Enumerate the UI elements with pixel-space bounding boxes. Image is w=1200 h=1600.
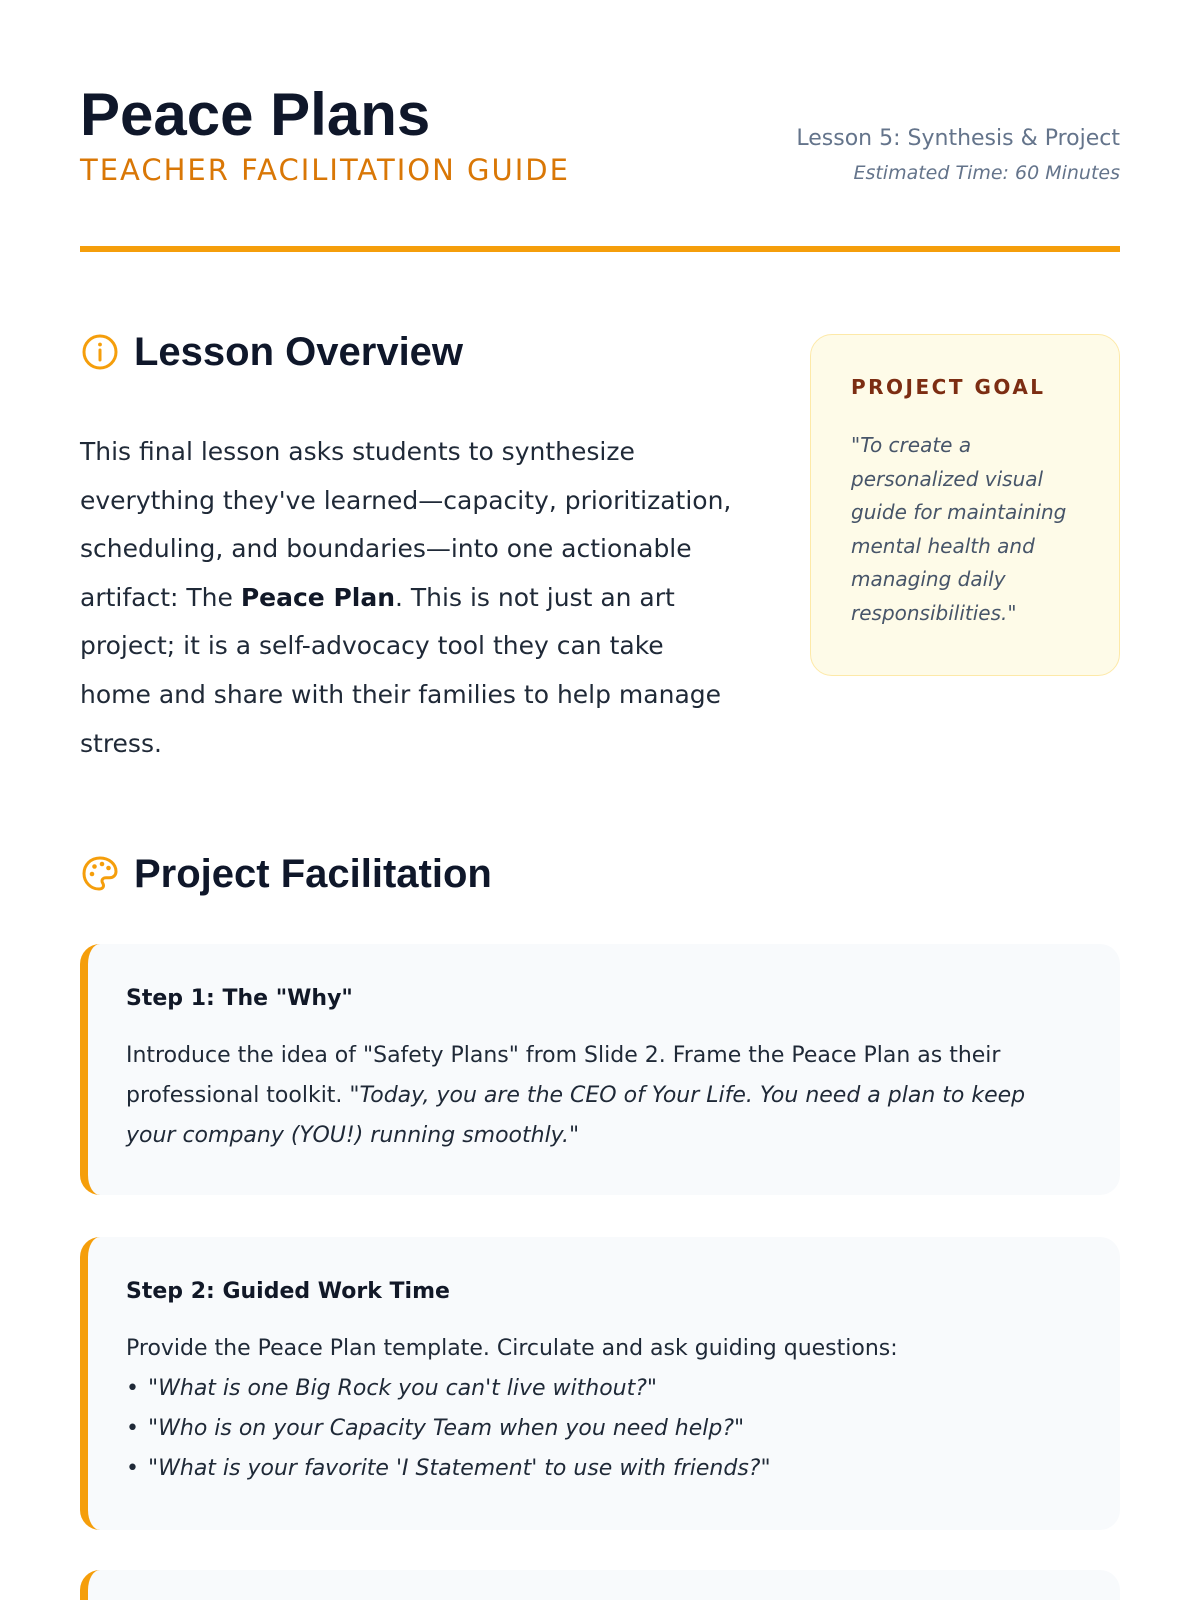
page-subtitle: TEACHER FACILITATION GUIDE	[80, 153, 570, 187]
guiding-questions-list	[126, 1369, 1080, 1489]
step-text: Introduce the idea of "Safety Plans" from Slide 2. Frame the Peace Plan as their professional toolkit.	[126, 1043, 1001, 1108]
guiding-question: "What is your favorite 'I Statement' to use with friends?"	[148, 1456, 771, 1481]
step-card	[80, 944, 1120, 1195]
project-goal-box	[810, 334, 1120, 676]
section-title: Lesson Overview	[134, 329, 464, 374]
lesson-overview-heading	[80, 327, 463, 377]
project-facilitation-heading	[80, 849, 492, 899]
step-card	[80, 1570, 1120, 1600]
step-title: Step 1: The "Why"	[126, 986, 353, 1011]
step-quote: "Today, you are the CEO of Your Life. You need a plan to keep your company (YOU!) running smoothly."	[126, 1083, 1026, 1148]
lesson-label: Lesson 5: Synthesis & Project	[796, 126, 1120, 151]
list-item: • "Who is on your Capacity Team when you need help?"	[126, 1416, 745, 1441]
step-title: Step 2: Guided Work Time	[126, 1279, 450, 1304]
page-title: Peace Plans	[80, 81, 431, 148]
header-divider	[80, 246, 1120, 252]
step-card	[80, 1237, 1120, 1530]
project-goal-label: PROJECT GOAL	[851, 375, 1046, 399]
step-description	[126, 1329, 1080, 1489]
page-header	[80, 80, 1120, 190]
overview-text-end: . This is not just an art project; it is a self-advocacy tool they can take home and share with their families to help manage stress.	[80, 582, 722, 758]
guiding-question: "Who is on your Capacity Team when you need help?"	[148, 1416, 745, 1441]
peace-plan-emphasis: Peace Plan	[240, 582, 396, 612]
step-description	[126, 1036, 1080, 1156]
list-item: • "What is your favorite 'I Statement' to use with friends?"	[126, 1456, 771, 1481]
overview-text	[80, 428, 740, 768]
project-goal-quote: "To create a personalized visual guide for maintaining mental health and managing daily responsibilities."	[851, 433, 1067, 625]
section-title: Project Facilitation	[134, 851, 492, 896]
info-circle-icon	[80, 332, 120, 372]
list-item: • "What is one Big Rock you can't live without?"	[126, 1376, 658, 1401]
estimated-time: Estimated Time: 60 Minutes	[853, 162, 1120, 184]
step-text: Provide the Peace Plan template. Circulate and ask guiding questions:	[126, 1336, 898, 1361]
overview-text-start: This final lesson asks students to synthesize everything they've learned—capacity, prioritization, scheduling, and boundaries—into one actionable artifact: The	[80, 437, 732, 612]
guiding-question: "What is one Big Rock you can't live without?"	[148, 1376, 658, 1401]
palette-icon	[80, 854, 120, 894]
lesson-meta	[796, 122, 1120, 190]
